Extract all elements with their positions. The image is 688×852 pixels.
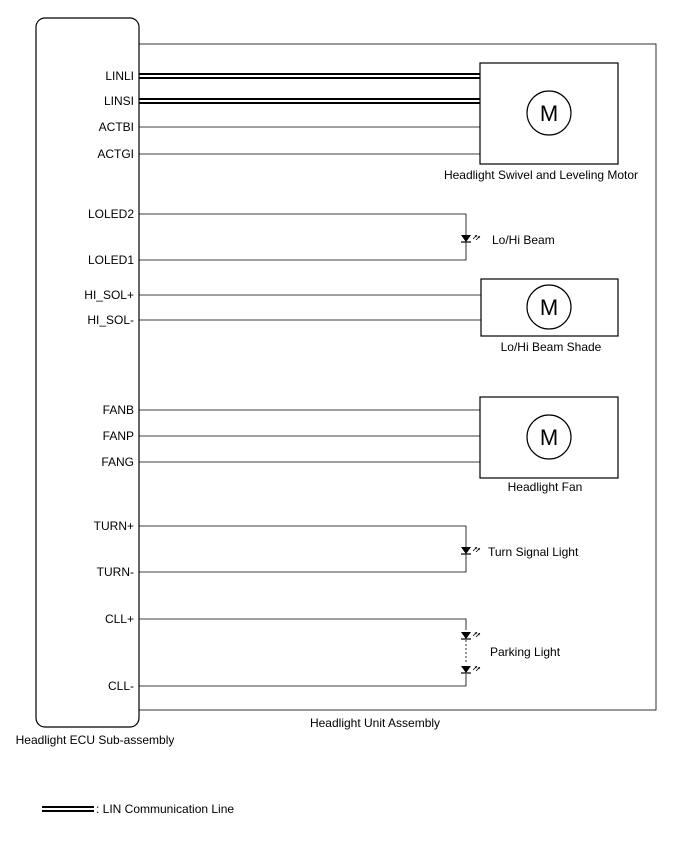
pin-turn-plus: TURN+ (93, 519, 134, 533)
pin-fanb: FANB (102, 403, 134, 417)
pin-loled2: LOLED2 (87, 207, 134, 221)
pin-linli: LINLI (105, 69, 134, 83)
ecu-label: Headlight ECU Sub-assembly (15, 733, 175, 747)
pin-hisol-minus: HI_SOL- (87, 313, 134, 327)
parking-light-led-icon-1 (461, 632, 480, 639)
pin-fanp: FANP (102, 429, 134, 443)
swivel-motor-label: Headlight Swivel and Leveling Motor (443, 168, 639, 182)
wire-lohi-beam (139, 214, 466, 260)
pin-cll-minus: CLL- (107, 679, 134, 693)
parking-light-led-icon-2 (461, 666, 480, 673)
lohi-beam-label: Lo/Hi Beam (492, 233, 555, 247)
pin-turn-minus: TURN- (96, 565, 134, 579)
legend-lin-line (42, 807, 94, 811)
lohi-beam-led-icon (461, 235, 480, 242)
unit-assembly-label: Headlight Unit Assembly (309, 716, 441, 730)
pin-loled1: LOLED1 (87, 253, 134, 267)
pin-linsi: LINSI (103, 94, 134, 108)
turn-signal-label: Turn Signal Light (488, 545, 579, 559)
wire-turn-signal (139, 526, 466, 572)
swivel-motor-m: M (539, 101, 559, 126)
pin-hisol-plus: HI_SOL+ (84, 288, 134, 302)
pin-fang: FANG (101, 455, 134, 469)
lin-line-linli (139, 74, 480, 78)
pin-actgi: ACTGI (97, 147, 134, 161)
pin-actbi: ACTBI (98, 120, 134, 134)
wire-cll-minus (139, 674, 466, 686)
turn-signal-led-icon (461, 547, 480, 554)
fan-m: M (539, 425, 559, 450)
legend-label: : LIN Communication Line (96, 802, 235, 816)
parking-light-label: Parking Light (490, 645, 561, 659)
fan-label: Headlight Fan (507, 480, 583, 494)
lin-line-linsi (139, 99, 480, 103)
beam-shade-m: M (539, 295, 559, 320)
pin-cll-plus: CLL+ (104, 612, 134, 626)
beam-shade-label: Lo/Hi Beam Shade (500, 340, 602, 354)
wire-cll-plus (139, 619, 466, 630)
